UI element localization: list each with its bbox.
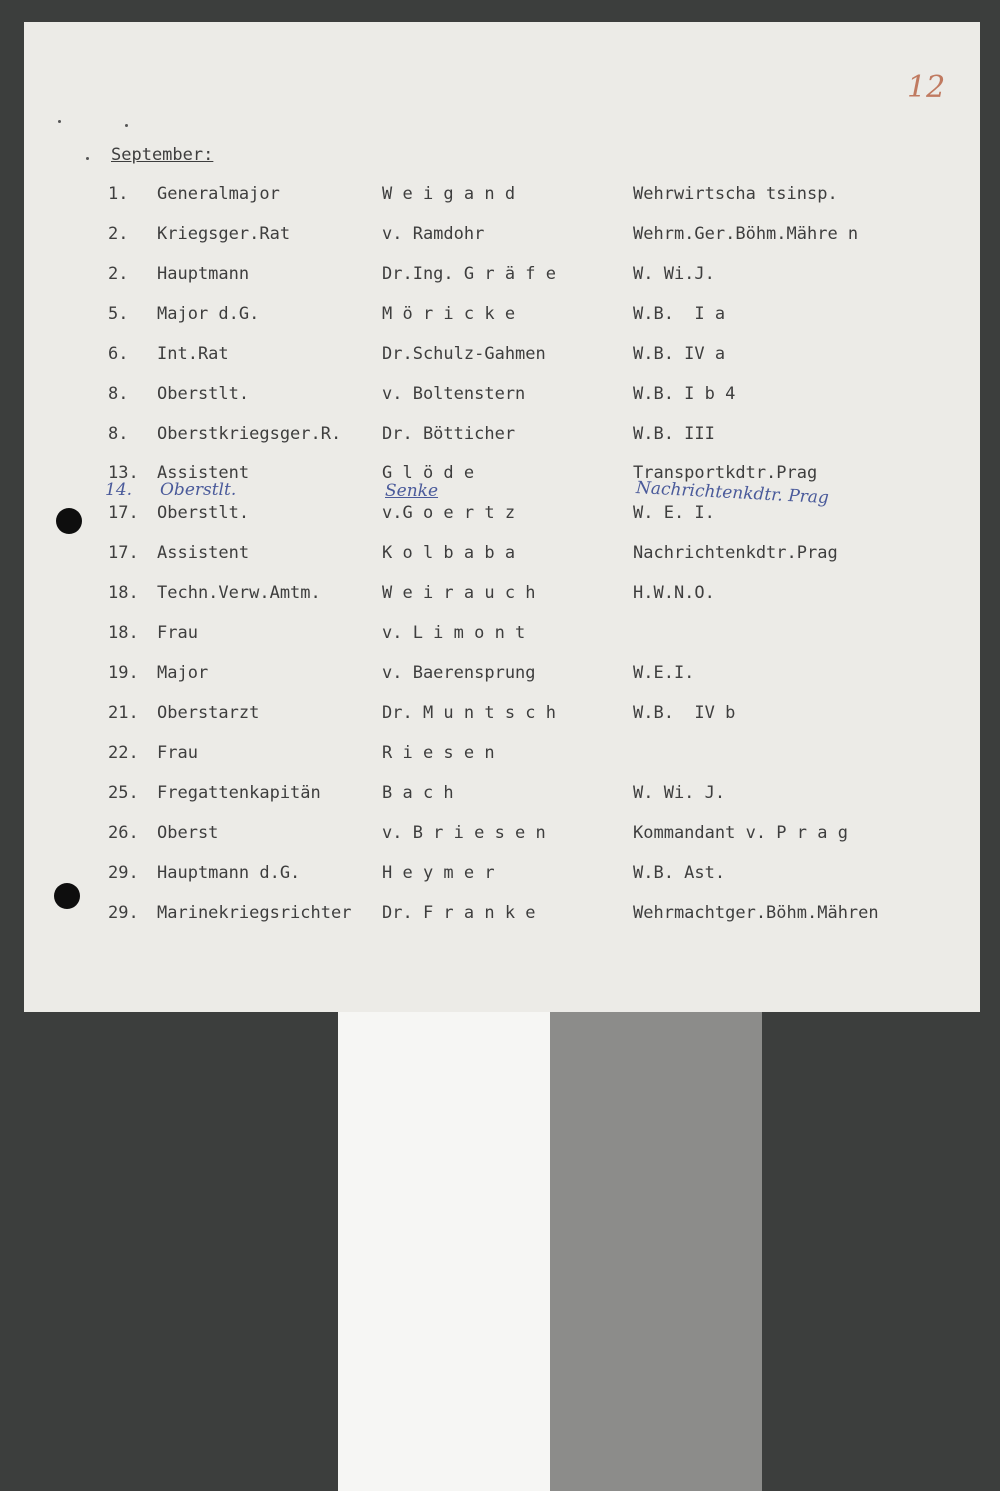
entry-name: v.G o e r t z (382, 503, 516, 523)
entry-name: Dr.Ing. G r ä f e (382, 264, 556, 284)
entry-rank: Marinekriegsrichter (157, 903, 352, 923)
entry-unit: W.B. III (633, 424, 715, 444)
entry-unit: Nachrichtenkdtr.Prag (633, 543, 838, 563)
entry-rank: Oberstlt. (157, 503, 250, 523)
entry-rank: Frau (157, 743, 198, 763)
handwritten-name: Senke (385, 481, 439, 501)
entry-name: Dr. M u n t s c h (382, 703, 556, 723)
entry-name: Dr. Bötticher (382, 424, 516, 444)
entry-date: 17. (108, 543, 139, 563)
entry-unit: Transportkdtr.Prag (633, 463, 818, 483)
entry-date: 8. (108, 424, 129, 444)
entry-rank: Kriegsger.Rat (157, 224, 291, 244)
entry-name: W e i g a n d (382, 184, 516, 204)
entry-rank: Oberstkriegsger.R. (157, 424, 342, 444)
paper-speck (58, 120, 61, 123)
entry-name: K o l b a b a (382, 543, 516, 563)
entry-date: 18. (108, 583, 139, 603)
entry-rank: Int.Rat (157, 344, 229, 364)
paper-speck (125, 124, 128, 127)
entry-date: 26. (108, 823, 139, 843)
gray-calibration-card (550, 1012, 762, 1491)
entry-unit: W. Wi.J. (633, 264, 715, 284)
entry-name: M ö r i c k e (382, 304, 516, 324)
entry-name: v. B r i e s e n (382, 823, 546, 843)
entry-rank: Assistent (157, 463, 250, 483)
entry-rank: Assistent (157, 543, 250, 563)
punch-hole (56, 508, 82, 534)
entry-unit: Wehrmachtger.Böhm.Mähren (633, 903, 879, 923)
entry-date: 2. (108, 224, 129, 244)
entry-date: 29. (108, 903, 139, 923)
entry-name: v. Boltenstern (382, 384, 526, 404)
entry-date: 17. (108, 503, 139, 523)
entry-unit: W.B. IV b (633, 703, 736, 723)
entry-unit: Kommandant v. P r a g (633, 823, 848, 843)
entry-rank: Fregattenkapitän (157, 783, 321, 803)
handwritten-unit: Nachrichtenkdtr. Prag (635, 478, 830, 509)
entry-date: 1. (108, 184, 129, 204)
entry-unit: W.B. I a (633, 304, 726, 324)
entry-rank: Oberst (157, 823, 219, 843)
entry-rank: Oberstarzt (157, 703, 260, 723)
entry-unit: W. Wi. J. (633, 783, 726, 803)
paper-speck (86, 157, 89, 160)
entry-name: G l ö d e (382, 463, 475, 483)
entry-date: 25. (108, 783, 139, 803)
entry-name: v. L i m o n t (382, 623, 526, 643)
entry-name: R i e s e n (382, 743, 495, 763)
entry-date: 8. (108, 384, 129, 404)
entry-name: v. Ramdohr (382, 224, 485, 244)
entry-date: 2. (108, 264, 129, 284)
white-calibration-card (338, 1012, 550, 1491)
handwritten-date: 14. (105, 480, 133, 500)
entry-rank: Major d.G. (157, 304, 260, 324)
handwritten-rank: Oberstlt. (160, 480, 237, 500)
entry-unit: W.E.I. (633, 663, 695, 683)
entry-date: 18. (108, 623, 139, 643)
entry-unit: H.W.N.O. (633, 583, 715, 603)
entry-name: B a c h (382, 783, 454, 803)
month-heading: September: (111, 145, 214, 165)
entry-name: H e y m e r (382, 863, 495, 883)
entry-date: 13. (108, 463, 139, 483)
entry-rank: Hauptmann (157, 264, 250, 284)
entry-date: 19. (108, 663, 139, 683)
entry-unit: W. E. I. (633, 503, 715, 523)
entry-unit: W.B. I b 4 (633, 384, 736, 404)
entry-unit: Wehrm.Ger.Böhm.Mähre n (633, 224, 859, 244)
entry-rank: Major (157, 663, 209, 683)
entry-name: Dr.Schulz-Gahmen (382, 344, 546, 364)
entry-unit: W.B. Ast. (633, 863, 726, 883)
entry-date: 21. (108, 703, 139, 723)
page-number: 12 (907, 70, 946, 105)
entry-date: 5. (108, 304, 129, 324)
entry-date: 22. (108, 743, 139, 763)
entry-rank: Generalmajor (157, 184, 280, 204)
entry-name: Dr. F r a n k e (382, 903, 536, 923)
entry-date: 6. (108, 344, 129, 364)
entry-rank: Hauptmann d.G. (157, 863, 301, 883)
entry-unit: Wehrwirtscha tsinsp. (633, 184, 838, 204)
punch-hole (54, 883, 80, 909)
entry-name: W e i r a u c h (382, 583, 536, 603)
entry-date: 29. (108, 863, 139, 883)
entry-rank: Frau (157, 623, 198, 643)
entry-rank: Techn.Verw.Amtm. (157, 583, 321, 603)
entry-rank: Oberstlt. (157, 384, 250, 404)
entry-unit: W.B. IV a (633, 344, 726, 364)
entry-name: v. Baerensprung (382, 663, 536, 683)
